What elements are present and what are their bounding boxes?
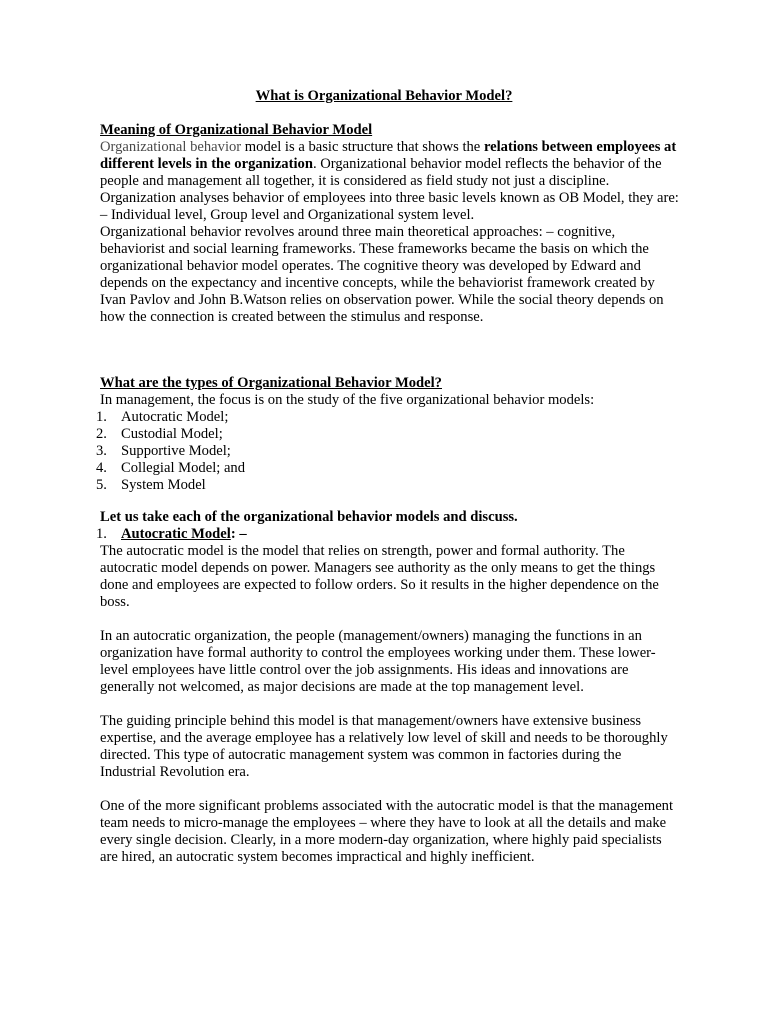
- list-number: 1.: [96, 409, 107, 425]
- list-number: 1.: [96, 526, 107, 542]
- heading-suffix: : –: [230, 526, 247, 542]
- list-item: [96, 409, 680, 426]
- paragraph-meaning-1: [100, 139, 680, 224]
- paragraph-autocratic-4: One of the more significant problems associated with the autocratic model is that the management team needs to micro-manage the employees – where they have to look at all the details and make every single decision. Clearly, in a more modern-day organization, where highly paid specialists are hired, an autocratic system becomes impractical and highly inefficient.: [100, 798, 674, 865]
- section-discussion: [96, 509, 680, 866]
- list-number: 2.: [96, 426, 107, 442]
- section-heading-discussion: Let us take each of the organizational behavior models and discuss.: [100, 509, 518, 525]
- list-item: [96, 426, 680, 443]
- paragraph-meaning-2: Organizational behavior revolves around three main theoretical approaches: – cognitive, behaviorist and social learning frameworks. These frameworks became the basis on which the organizational behavior model operates. The cognitive theory was developed by Edward and depends on the expectancy and incentive concepts, while the behaviorist framework created by Ivan Pavlov and John B.Watson relies on observation power. While the social theory depends on how the connection is created between the stimulus and response.: [100, 224, 664, 325]
- list-item: [96, 526, 680, 543]
- section-heading-types: What are the types of Organizational Behavior Model?: [100, 375, 442, 391]
- section-heading-meaning: Meaning of Organizational Behavior Model: [100, 122, 373, 138]
- list-label: Custodial Model;: [121, 426, 223, 442]
- list-item: [96, 443, 680, 460]
- list-label: System Model: [121, 477, 206, 493]
- list-label: Supportive Model;: [121, 443, 231, 459]
- paragraph-text: . Organizational behavior model reflects the behavior of the people and management all together, it is considered as field study not just a discipline. Organization analyses behavior of employees into three basic levels known as OB Model, they are: – Individual level, Group level and Organizational system level.: [100, 156, 679, 223]
- types-list: [96, 409, 680, 494]
- paragraph-autocratic-3: The guiding principle behind this model is that management/owners have extensive business expertise, and the average employee has a relatively low level of skill and needs to be thoroughly directed. This type of autocratic management system was common in factories during the Industrial Revolution era.: [100, 713, 668, 780]
- paragraph-text: model is a basic structure that shows the: [241, 139, 484, 155]
- list-number: 5.: [96, 477, 107, 493]
- autocratic-model-heading: Autocratic Model: [121, 526, 231, 542]
- bold-phrase: relations between employees at different levels in the organization: [100, 139, 677, 172]
- document-title: What is Organizational Behavior Model?: [255, 88, 513, 104]
- types-intro: In management, the focus is on the study of the five organizational behavior models:: [100, 392, 595, 408]
- section-types: [96, 375, 680, 494]
- list-number: 4.: [96, 460, 107, 476]
- list-item: [96, 460, 680, 477]
- paragraph-autocratic-1: The autocratic model is the model that relies on strength, power and formal authority. The autocratic model depends on power. Managers see authority as the only means to get the things done and employees are expected to follow orders. So it results in the higher dependence on the boss.: [100, 543, 659, 610]
- list-item: [96, 477, 680, 494]
- organizational-behavior-link[interactable]: Organizational behavior: [100, 139, 242, 155]
- list-label: Autocratic Model;: [121, 409, 229, 425]
- paragraph-autocratic-2: In an autocratic organization, the people (management/owners) managing the functions in an organization have formal authority to control the employees working under them. These lower-level employees have little control over the job assignments. His ideas and innovations are generally not welcomed, as major decisions are made at the top management level.: [100, 628, 656, 695]
- list-number: 3.: [96, 443, 107, 459]
- discussion-subheading-list: [96, 526, 680, 543]
- section-meaning: [100, 122, 680, 326]
- list-label: Collegial Model; and: [121, 460, 246, 476]
